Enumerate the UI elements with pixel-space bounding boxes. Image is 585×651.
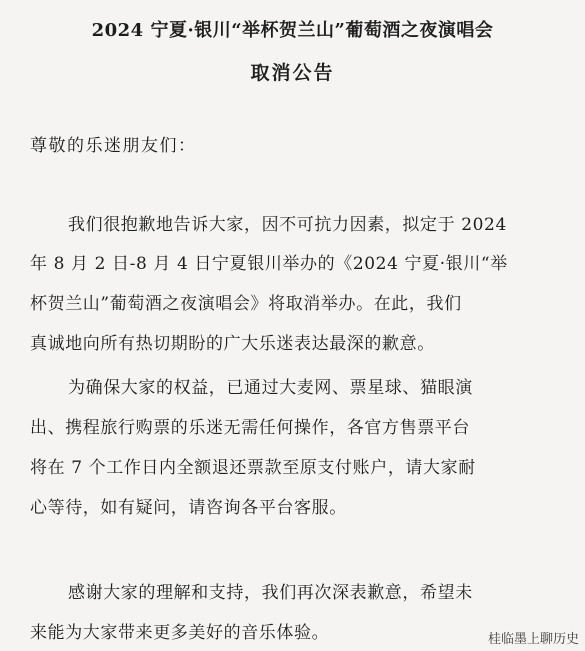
paragraph-3-line-2: 来能为大家带来更多美好的音乐体验。 xyxy=(30,623,330,643)
paragraph-2-line-1: 为确保大家的权益，已通过大麦网、票星球、猫眼演 xyxy=(68,378,473,398)
paragraph-1-line-3: 杯贺兰山”葡萄酒之夜演唱会》将取消举办。在此，我们 xyxy=(30,294,462,314)
paragraph-1-line-4: 真诚地向所有热切期盼的广大乐迷表达最深的歉意。 xyxy=(30,334,435,354)
notice-title-line-2: 取消公告 xyxy=(250,62,335,84)
paragraph-3-line-1: 感谢大家的理解和支持，我们再次深表歉意，希望未 xyxy=(68,583,473,603)
notice-title-line-1: 2024 宁夏·银川“举杯贺兰山”葡萄酒之夜演唱会 xyxy=(91,20,494,41)
source-watermark: 桂临墨上聊历史 xyxy=(487,632,579,647)
paragraph-1-line-2: 年 8 月 2 日-8 月 4 日宁夏银川举办的《2024 宁夏·银川“举 xyxy=(30,254,508,274)
paragraph-2-line-2: 出、携程旅行购票的乐迷无需任何操作，各官方售票平台 xyxy=(30,418,470,438)
paragraph-2-line-4: 心等待，如有疑问，请咨询各平台客服。 xyxy=(30,498,347,518)
salutation: 尊敬的乐迷朋友们： xyxy=(30,136,197,156)
paragraph-1-line-1: 我们很抱歉地告诉大家，因不可抗力因素，拟定于 2024 xyxy=(68,215,507,235)
paragraph-2-line-3: 将在 7 个工作日内全额退还票款至原支付账户，请大家耐 xyxy=(30,458,476,478)
